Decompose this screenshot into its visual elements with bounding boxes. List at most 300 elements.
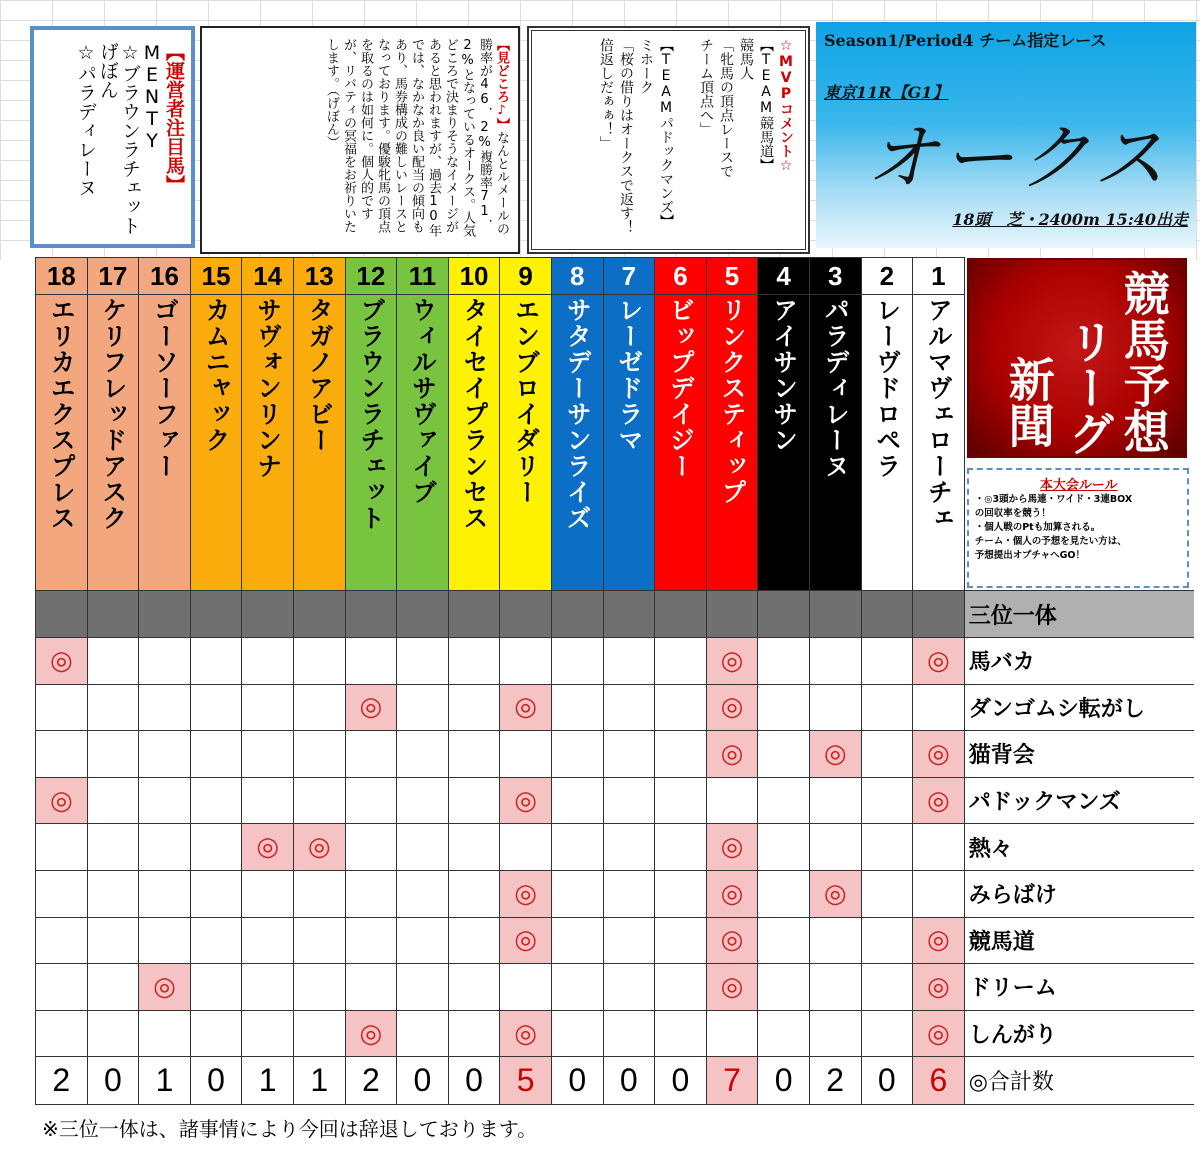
horse-name: エンブロイダリー — [511, 297, 540, 505]
mark-cell — [448, 964, 500, 1011]
horse-name: サタデーサンライズ — [563, 297, 592, 531]
horse-number-cell: 9 — [500, 258, 552, 295]
total-count-cell: 0 — [655, 1057, 707, 1105]
double-circle-mark: ◎ — [927, 925, 950, 956]
mark-cell — [242, 870, 294, 917]
mark-cell — [87, 731, 139, 778]
mark-cell — [397, 824, 449, 871]
horse-name-cell — [190, 295, 242, 591]
team-name: パドックマンズ — [964, 777, 1194, 824]
total-count-cell: 1 — [139, 1057, 191, 1105]
mark-cell — [603, 917, 655, 964]
mark-cell — [655, 870, 707, 917]
mvp-team2: 【TEAMパドックマンズ】 — [658, 38, 674, 228]
mark-cell — [242, 684, 294, 731]
mark-cell — [706, 917, 758, 964]
mark-cell — [809, 638, 861, 685]
mark-cell — [655, 777, 707, 824]
mark-cell — [500, 777, 552, 824]
highlights-body: なんとルメールの勝率が46．2%複勝率71．2%となっているオークス。人気どころで決まりそうなイメージがあると思われますが、過去10年では、なかなか良い配当の傾向もあり、馬券構成の難しいレースとなっております。優駿牝馬の頂点を取るのは如何に。個人的ですが、リバティの冥福をお祈りいたします。（げぼん） — [324, 38, 509, 237]
mark-cell — [345, 777, 397, 824]
mark-cell — [603, 824, 655, 871]
mark-cell — [36, 731, 88, 778]
mark-cell — [706, 824, 758, 871]
mark-cell — [448, 777, 500, 824]
highlights-box — [200, 26, 520, 254]
team-row — [36, 638, 1195, 685]
horse-name: レーゼドラマ — [614, 297, 643, 453]
double-circle-mark: ◎ — [720, 925, 744, 956]
mark-cell — [397, 777, 449, 824]
double-circle-mark: ◎ — [720, 738, 744, 769]
horse-number-cell: 12 — [345, 258, 397, 295]
mark-cell — [190, 731, 242, 778]
horse-name: サヴォンリンナ — [253, 297, 282, 479]
horse-number-cell: 3 — [809, 258, 861, 295]
team-row — [36, 870, 1195, 917]
mark-cell — [36, 684, 88, 731]
horse-name-cell — [345, 295, 397, 591]
horse-number-cell: 15 — [190, 258, 242, 295]
race-venue: 東京11R【G1】 — [824, 83, 949, 102]
featured-pick-2: ☆ブラウンラチェット — [119, 42, 141, 235]
total-count-cell: 0 — [87, 1057, 139, 1105]
mvp-team2-name: ミホーク — [638, 38, 654, 94]
mark-cell — [345, 731, 397, 778]
horse-number-cell: 13 — [293, 258, 345, 295]
rules-line: チーム・個人の予想を見たい方は、 — [974, 535, 1127, 547]
mark-cell — [913, 638, 965, 685]
gray-cell — [758, 591, 810, 638]
double-circle-mark: ◎ — [927, 738, 950, 769]
gray-cell — [913, 591, 965, 638]
mark-cell — [913, 1010, 965, 1057]
gray-row — [36, 591, 1195, 638]
total-count-cell: 2 — [36, 1057, 88, 1105]
mark-cell — [36, 824, 88, 871]
mark-cell — [293, 824, 345, 871]
mark-cell — [242, 731, 294, 778]
mark-cell — [397, 684, 449, 731]
double-circle-mark: ◎ — [49, 645, 73, 676]
mark-cell — [655, 731, 707, 778]
horse-number-cell: 5 — [706, 258, 758, 295]
mark-cell — [242, 917, 294, 964]
mark-cell — [861, 917, 913, 964]
mark-cell — [758, 824, 810, 871]
mark-cell — [242, 777, 294, 824]
horse-name: アイサンサン — [769, 297, 798, 453]
mark-cell — [500, 638, 552, 685]
gray-cell — [448, 591, 500, 638]
horse-name-cell — [758, 295, 810, 591]
rules-line: 予想提出オプチャへGO！ — [974, 549, 1085, 561]
mark-cell — [706, 777, 758, 824]
double-circle-mark: ◎ — [359, 1018, 383, 1049]
mark-cell — [655, 824, 707, 871]
gray-cell — [190, 591, 242, 638]
horse-number-cell: 18 — [36, 258, 88, 295]
horse-name-cell — [551, 295, 603, 591]
double-circle-mark: ◎ — [927, 971, 950, 1002]
mark-cell — [706, 638, 758, 685]
featured-pick-4: ☆パラディレーヌ — [75, 42, 97, 197]
rules-title: 本大会ルール — [1039, 477, 1118, 493]
team-row — [36, 824, 1195, 871]
mark-cell — [345, 870, 397, 917]
footnote: ※三位一体は、諸事情により今回は辞退しております。 — [42, 1117, 538, 1141]
horse-name: アルマヴェローチェ — [924, 297, 953, 531]
mark-cell — [861, 964, 913, 1011]
mark-cell — [913, 964, 965, 1011]
mark-cell — [87, 824, 139, 871]
side-panel — [964, 258, 1194, 591]
mark-cell — [861, 870, 913, 917]
double-circle-mark: ◎ — [514, 1018, 537, 1049]
mark-cell — [36, 870, 88, 917]
mark-cell — [345, 684, 397, 731]
mark-cell — [861, 824, 913, 871]
mark-cell — [87, 917, 139, 964]
league-logo — [967, 258, 1187, 458]
mark-cell — [139, 964, 191, 1011]
double-circle-mark: ◎ — [514, 925, 537, 956]
mark-cell — [345, 824, 397, 871]
mark-cell — [87, 684, 139, 731]
rules-line: ・◎3頭から馬連・ワイド・3連BOX — [974, 493, 1133, 505]
mark-cell — [397, 731, 449, 778]
featured-horses-title: 【運営者注目馬】 — [163, 42, 185, 194]
team-name: しんがり — [964, 1010, 1194, 1057]
mark-cell — [87, 870, 139, 917]
mark-cell — [913, 824, 965, 871]
mark-cell — [139, 824, 191, 871]
team-row — [36, 1010, 1195, 1057]
mark-cell — [603, 1010, 655, 1057]
horse-name-cell — [448, 295, 500, 591]
horse-number-cell: 8 — [551, 258, 603, 295]
mark-cell — [139, 870, 191, 917]
rules-line: ・個人戦のPtも加算される。 — [974, 521, 1101, 533]
totals-row — [36, 1057, 1195, 1105]
mark-cell — [758, 684, 810, 731]
gray-cell — [36, 591, 88, 638]
mark-cell — [87, 1010, 139, 1057]
mark-cell — [139, 638, 191, 685]
mark-cell — [397, 964, 449, 1011]
mark-cell — [293, 731, 345, 778]
mark-cell — [603, 684, 655, 731]
mark-cell — [758, 964, 810, 1011]
mark-cell — [809, 964, 861, 1011]
double-circle-mark: ◎ — [514, 878, 537, 909]
horse-name: タガノアビー — [305, 297, 334, 453]
mark-cell — [655, 684, 707, 731]
mark-cell — [551, 824, 603, 871]
horse-name-cell — [293, 295, 345, 591]
mark-cell — [706, 1010, 758, 1057]
double-circle-mark: ◎ — [514, 785, 537, 816]
mark-cell — [603, 638, 655, 685]
team-name: 猫背会 — [964, 731, 1194, 778]
mark-cell — [913, 870, 965, 917]
mark-cell — [36, 964, 88, 1011]
mark-cell — [242, 1010, 294, 1057]
mark-cell — [913, 684, 965, 731]
mvp-title: ☆MVPコメント☆ — [778, 38, 794, 174]
mark-cell — [500, 1010, 552, 1057]
horse-number-cell: 16 — [139, 258, 191, 295]
horse-number-cell: 10 — [448, 258, 500, 295]
double-circle-mark: ◎ — [307, 832, 331, 863]
mark-cell — [758, 777, 810, 824]
mark-cell — [706, 870, 758, 917]
double-circle-mark: ◎ — [153, 971, 176, 1002]
gray-cell — [551, 591, 603, 638]
total-count-cell: 1 — [242, 1057, 294, 1105]
total-count-cell: 0 — [190, 1057, 242, 1105]
mark-cell — [139, 1010, 191, 1057]
team-name: みらばけ — [964, 870, 1194, 917]
horse-name: ウィルサヴァイブ — [408, 297, 437, 505]
total-count-cell: 6 — [913, 1057, 965, 1105]
mark-cell — [758, 870, 810, 917]
mark-cell — [448, 638, 500, 685]
horse-name: レーヴドロペラ — [872, 297, 901, 479]
horse-name: リンクスティップ — [718, 297, 747, 505]
mark-cell — [861, 731, 913, 778]
gray-cell — [87, 591, 139, 638]
mark-cell — [397, 870, 449, 917]
mark-cell — [139, 684, 191, 731]
horse-name-cell — [242, 295, 294, 591]
race-name: オークス — [866, 116, 1170, 200]
double-circle-mark: ◎ — [927, 1018, 950, 1049]
mark-cell — [345, 638, 397, 685]
mark-cell — [293, 638, 345, 685]
mark-cell — [655, 917, 707, 964]
logo-line-3: 新聞 — [1001, 355, 1056, 448]
mark-cell — [190, 917, 242, 964]
horse-name-cell — [36, 295, 88, 591]
mark-cell — [551, 777, 603, 824]
double-circle-mark: ◎ — [514, 692, 537, 723]
mark-cell — [809, 824, 861, 871]
mark-cell — [861, 1010, 913, 1057]
double-circle-mark: ◎ — [720, 645, 744, 676]
gray-cell — [397, 591, 449, 638]
mark-cell — [190, 684, 242, 731]
mark-cell — [809, 1010, 861, 1057]
gray-cell — [242, 591, 294, 638]
total-count-cell: 2 — [809, 1057, 861, 1105]
mark-cell — [448, 1010, 500, 1057]
double-circle-mark: ◎ — [720, 832, 744, 863]
mark-cell — [345, 964, 397, 1011]
mark-cell — [500, 731, 552, 778]
horse-number-cell: 14 — [242, 258, 294, 295]
mark-cell — [809, 731, 861, 778]
horse-name-cell — [397, 295, 449, 591]
mark-cell — [190, 1010, 242, 1057]
mark-cell — [551, 964, 603, 1011]
horse-name-cell — [603, 295, 655, 591]
mark-cell — [861, 777, 913, 824]
mark-cell — [706, 684, 758, 731]
mark-cell — [139, 731, 191, 778]
mark-cell — [603, 777, 655, 824]
mark-cell — [603, 870, 655, 917]
double-circle-mark: ◎ — [720, 971, 744, 1002]
mark-cell — [293, 777, 345, 824]
double-circle-mark: ◎ — [927, 645, 950, 676]
mark-cell — [551, 917, 603, 964]
horse-name-cell — [655, 295, 707, 591]
horse-name-cell — [913, 295, 965, 591]
mark-cell — [36, 917, 88, 964]
horse-number-cell: 4 — [758, 258, 810, 295]
mark-cell — [36, 638, 88, 685]
double-circle-mark: ◎ — [720, 692, 744, 723]
horse-name-cell — [861, 295, 913, 591]
mark-cell — [655, 964, 707, 1011]
team-name: 競馬道 — [964, 917, 1194, 964]
mark-cell — [139, 777, 191, 824]
mark-cell — [87, 964, 139, 1011]
mark-cell — [293, 870, 345, 917]
mark-cell — [448, 824, 500, 871]
total-count-cell: 7 — [706, 1057, 758, 1105]
horse-number-cell: 6 — [655, 258, 707, 295]
mark-cell — [293, 684, 345, 731]
mark-cell — [706, 731, 758, 778]
mark-cell — [655, 1010, 707, 1057]
mark-cell — [190, 777, 242, 824]
mark-cell — [500, 824, 552, 871]
mark-cell — [36, 1010, 88, 1057]
mark-cell — [448, 731, 500, 778]
horse-number-cell: 7 — [603, 258, 655, 295]
total-count-cell: 2 — [345, 1057, 397, 1105]
horse-number-cell: 11 — [397, 258, 449, 295]
mark-cell — [551, 1010, 603, 1057]
mark-cell — [551, 870, 603, 917]
featured-pick-1: MENTY — [141, 42, 163, 152]
gray-cell — [809, 591, 861, 638]
prediction-table — [35, 257, 1194, 1105]
horse-name-cell — [87, 295, 139, 591]
double-circle-mark: ◎ — [823, 738, 847, 769]
mark-cell — [809, 684, 861, 731]
gray-cell — [603, 591, 655, 638]
mark-cell — [861, 684, 913, 731]
logo-line-1: 競馬予想 — [1116, 269, 1171, 454]
mark-cell — [809, 777, 861, 824]
mark-cell — [345, 1010, 397, 1057]
horse-number-cell: 17 — [87, 258, 139, 295]
team-name: ドリーム — [964, 964, 1194, 1011]
gray-cell — [293, 591, 345, 638]
horse-name: カムニャック — [202, 297, 231, 453]
mark-cell — [190, 824, 242, 871]
horse-name: ケリフレッドアスク — [98, 297, 127, 531]
rules-box — [967, 468, 1189, 588]
mark-cell — [448, 684, 500, 731]
mark-cell — [242, 964, 294, 1011]
mvp-comment-box — [527, 26, 810, 254]
mark-cell — [758, 917, 810, 964]
mark-cell — [448, 917, 500, 964]
race-conditions: 18頭 芝・2400m 15:40出走 — [952, 210, 1188, 229]
team-row — [36, 684, 1195, 731]
total-count-cell: 5 — [500, 1057, 552, 1105]
horse-name: パラディレーヌ — [821, 297, 850, 479]
mvp-team1-comment: 「牝馬の頂点レースでチーム頂点へ」 — [698, 38, 734, 178]
horse-number-cell: 1 — [913, 258, 965, 295]
total-count-cell: 0 — [448, 1057, 500, 1105]
mark-cell — [809, 870, 861, 917]
mark-cell — [655, 638, 707, 685]
mark-cell — [242, 824, 294, 871]
mark-cell — [87, 777, 139, 824]
totals-label: ◎合計数 — [964, 1057, 1194, 1105]
featured-pick-3: げぼん — [97, 42, 119, 99]
mark-cell — [448, 870, 500, 917]
horse-name-cell — [139, 295, 191, 591]
mark-cell — [293, 964, 345, 1011]
mark-cell — [345, 917, 397, 964]
mvp-team2-comment: 「桜の借りはオークスで返す！倍返しだぁぁ！」 — [598, 38, 634, 234]
horse-name-cell — [500, 295, 552, 591]
team-row — [36, 731, 1195, 778]
double-circle-mark: ◎ — [359, 692, 383, 723]
mark-cell — [551, 638, 603, 685]
horse-name: タイセイプランセス — [460, 297, 489, 531]
race-subtitle: Season1/Period4 チーム指定レース — [824, 31, 1107, 50]
mark-cell — [603, 964, 655, 1011]
gray-cell — [706, 591, 758, 638]
total-count-cell: 1 — [293, 1057, 345, 1105]
mark-cell — [500, 684, 552, 731]
horse-name: ブラウンラチェット — [356, 297, 385, 531]
mark-cell — [913, 777, 965, 824]
gray-cell — [655, 591, 707, 638]
horse-name: ビップデイジー — [666, 297, 695, 479]
mark-cell — [190, 638, 242, 685]
horse-name-cell — [809, 295, 861, 591]
highlights-title: 【見どころ♪】 — [494, 38, 509, 131]
mvp-team1-name: 競馬人 — [738, 38, 754, 80]
mark-cell — [87, 638, 139, 685]
race-header — [816, 22, 1196, 248]
mvp-team1: 【TEAM競馬道】 — [758, 38, 774, 172]
mark-cell — [242, 638, 294, 685]
horse-name-cell — [706, 295, 758, 591]
total-count-cell: 0 — [551, 1057, 603, 1105]
mark-cell — [758, 638, 810, 685]
team-row — [36, 964, 1195, 1011]
gray-cell — [500, 591, 552, 638]
rules-line: の回収率を競う！ — [974, 507, 1051, 519]
mark-cell — [551, 684, 603, 731]
mark-cell — [861, 638, 913, 685]
horse-number-cell: 2 — [861, 258, 913, 295]
mark-cell — [139, 917, 191, 964]
gray-cell — [139, 591, 191, 638]
team-name: 馬バカ — [964, 638, 1194, 685]
team-name: 熱々 — [964, 824, 1194, 871]
gray-cell — [861, 591, 913, 638]
